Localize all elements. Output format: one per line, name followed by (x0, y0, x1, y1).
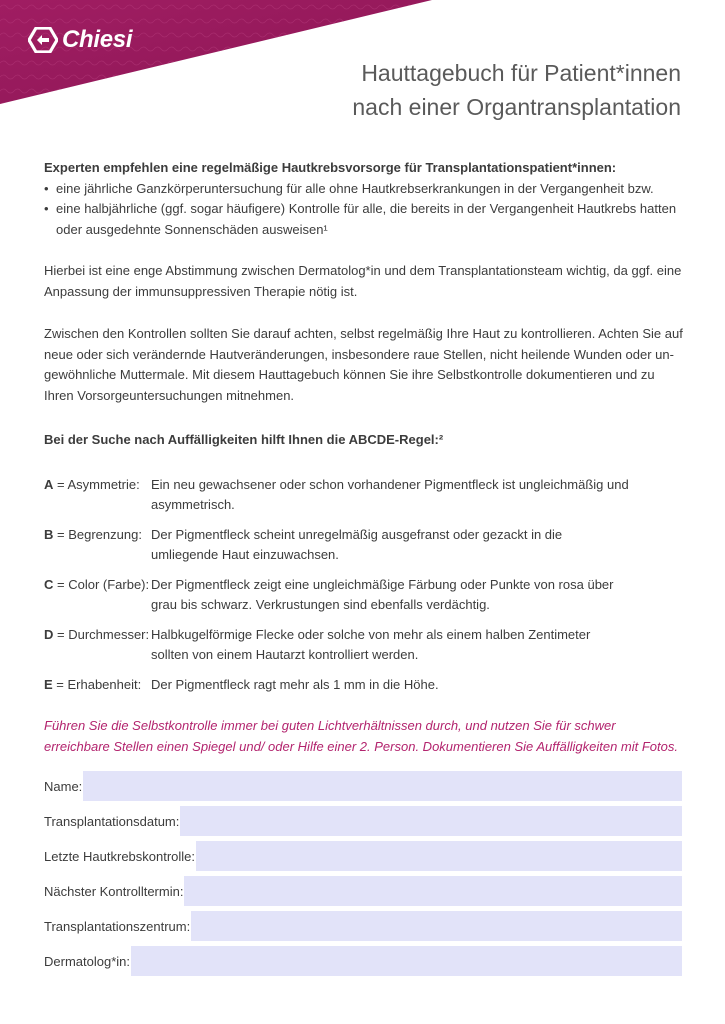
rule-term: = Asymmetrie: (53, 476, 140, 492)
abcde-rule-e (44, 675, 684, 696)
paragraph-coordination: Hierbei ist eine enge Abstimmung zwischen Dermatolog*in und dem Transplantationsteam wichtig, da ggf. eine Anpassung der immunsuppressiven Therapie nötig ist. (44, 263, 682, 299)
form-field-transplant-center (44, 912, 682, 940)
form-field-transplant-date (44, 807, 682, 835)
abcde-rule-b (44, 525, 684, 566)
field-label: Dermatolog*in: (44, 953, 130, 969)
field-label: Transplantationsdatum: (44, 813, 180, 829)
field-label: Transplantationszentrum: (44, 918, 191, 934)
field-label: Nächster Kontrolltermin: (44, 883, 184, 899)
dermatologist-input[interactable] (131, 946, 682, 976)
intro-list (44, 179, 684, 241)
page-title (352, 56, 681, 124)
rule-description: Der Pigmentfleck scheint unregelmäßig ausgefranst oder gezackt in die umliegende Haut einzuwachsen. (151, 526, 563, 562)
intro-bullet-1: • eine jährliche Ganzkörperuntersuchung für alle ohne Hautkrebserkrankungen in der Vergangenheit bzw. (44, 179, 684, 200)
transplant-date-input[interactable] (180, 806, 682, 836)
rule-term: = Erhabenheit: (52, 676, 142, 692)
form-field-dermatologist (44, 947, 682, 975)
rule-description: Der Pigmentfleck ragt mehr als 1 mm in die Höhe. (151, 676, 439, 692)
abcde-rule-a (44, 475, 684, 516)
self-check-hint: Führen Sie die Selbstkontrolle immer bei guten Lichtverhältnissen durch, und nutzen Sie für schwer erreichbare Stellen einen Spiegel und/ oder Hilfe einer 2. Person. Dokumentieren Sie Auffälligkeiten mit Fotos. (44, 718, 678, 754)
rule-description: Der Pigmentfleck zeigt eine ungleichmäßige Färbung oder Punkte von rosa über grau bis schwarz. Verkrustungen sind ebenfalls verdächtig. (151, 576, 614, 612)
rule-letter: E (44, 676, 53, 692)
patient-form (44, 772, 682, 982)
intro-heading: Experten empfehlen eine regelmäßige Hautkrebsvorsorge für Transplantationspatient*innen: (44, 160, 617, 175)
last-check-input[interactable] (196, 841, 682, 871)
logo-wordmark: Chiesi (62, 26, 133, 53)
abcde-rule-d (44, 625, 684, 666)
name-input[interactable] (83, 771, 682, 801)
form-field-name (44, 772, 682, 800)
field-label: Name: (44, 778, 83, 794)
field-label: Letzte Hautkrebskontrolle: (44, 848, 196, 864)
rule-description: Ein neu gewachsener oder schon vorhandener Pigmentfleck ist ungleichmäßig und asymmetrisch. (151, 476, 629, 512)
rule-term: = Durchmesser: (53, 626, 150, 642)
rule-term: = Color (Farbe): (53, 576, 150, 592)
next-appointment-input[interactable] (184, 876, 682, 906)
form-field-next-appointment (44, 877, 682, 905)
paragraph-self-check: Zwischen den Kontrollen sollten Sie darauf achten, selbst regelmäßig Ihre Haut zu kontrollieren. Achten Sie auf neue oder sich verändernde Hautveränderungen, insbesondere raue Stellen, nicht heilende Wunden oder un-gewöhnliche Muttermale. Mit diesem Hauttagebuch können Sie ihre Selbstkontrolle dokumentieren und zu Ihren Vorsorgeuntersuchungen mitnehmen. (44, 326, 683, 403)
rule-letter: C (44, 576, 54, 592)
chiesi-logo (28, 26, 132, 54)
rule-term: = Begrenzung: (53, 526, 142, 542)
main-content (44, 158, 684, 757)
rule-description: Halbkugelförmige Flecke oder solche von mehr als einem halben Zentimeter sollten von einem Hautarzt kontrolliert werden. (151, 626, 591, 662)
rule-letter: B (44, 526, 54, 542)
transplant-center-input[interactable] (191, 911, 682, 941)
title-line-1: Hauttagebuch für Patient*innen (361, 60, 681, 86)
intro-bullet-2: • eine halbjährliche (ggf. sogar häufigere) Kontrolle für alle, die bereits in der Vergangenheit Hautkrebs hatten oder ausgedehnte Sonnenschäden ausweisen¹ (44, 199, 684, 240)
abcde-rules (44, 475, 684, 696)
chiesi-logo-icon (28, 27, 58, 53)
abcde-heading: Bei der Suche nach Auffälligkeiten hilft Ihnen die ABCDE-Regel:² (44, 432, 444, 447)
form-field-last-check (44, 842, 682, 870)
rule-letter: A (44, 476, 54, 492)
title-line-2: nach einer Organtransplantation (352, 94, 681, 120)
abcde-rule-c (44, 575, 684, 616)
rule-letter: D (44, 626, 54, 642)
